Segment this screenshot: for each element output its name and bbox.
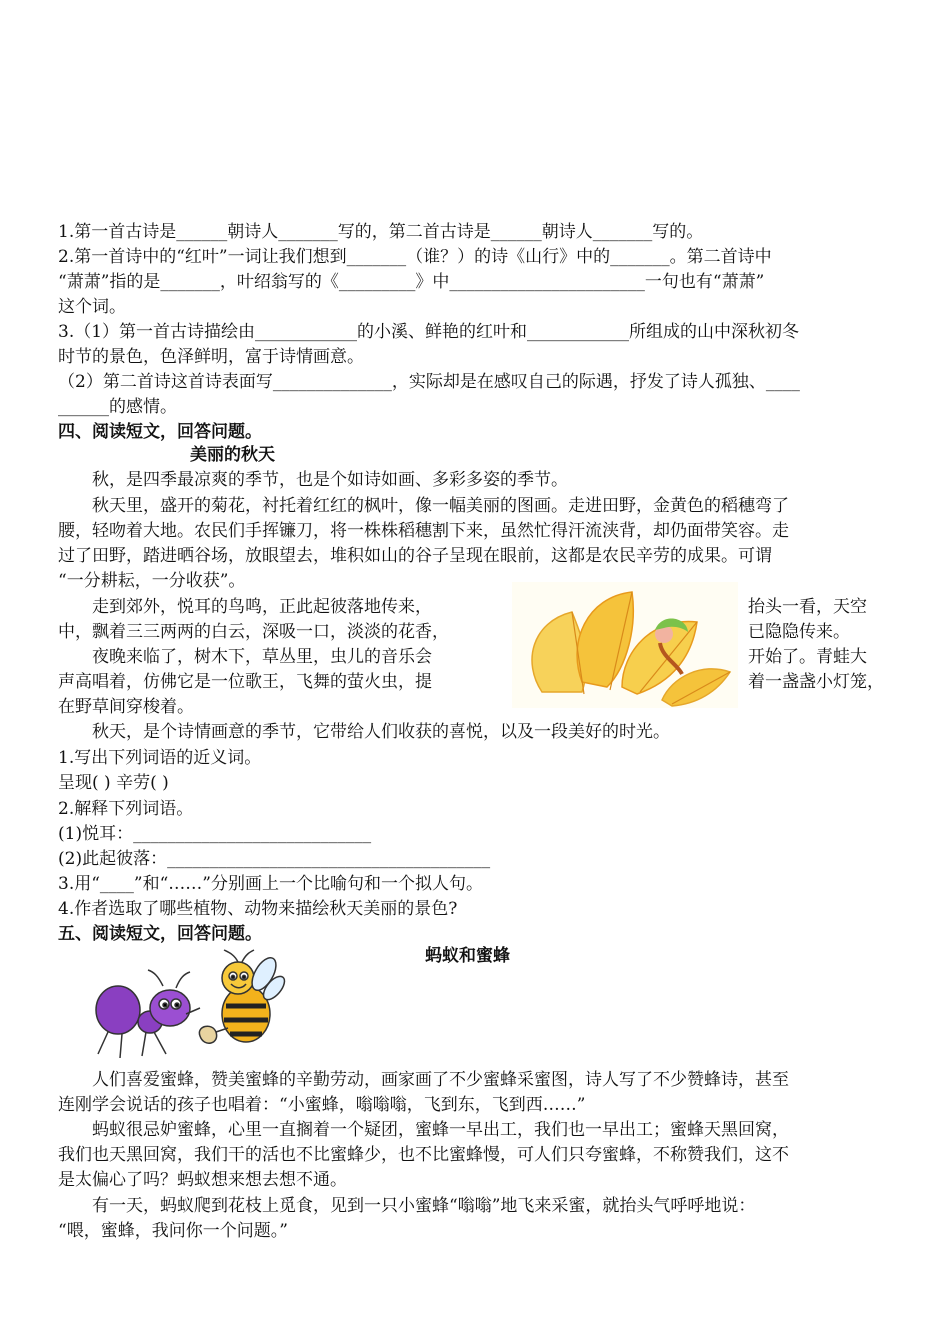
s4-paragraph-3-line-1-right: 抬头一看，天空 [748, 597, 867, 617]
s5-paragraph-2-line-2: 我们也天黑回窝，我们干的活也不比蜜蜂少，也不比蜜蜂慢，可人们只夸蜜蜂，不称赞我们，这不 [58, 1145, 789, 1165]
q3-line-1: 1.第一首古诗是______朝诗人_______写的，第二首古诗是______朝诗人_______写的。 [58, 222, 704, 242]
s4-paragraph-2-line-2: 腰，轻吻着大地。农民们手挥镰刀，将一株株稻穗割下来，虽然忙得汗流浃背，却仍面带笑容。走 [58, 521, 789, 541]
s4-paragraph-3-line-1-left: 走到郊外，悦耳的鸟鸣，正此起彼落地传来， [92, 597, 432, 617]
s4-paragraph-4-line-2-right: 着一盏盏小灯笼， [748, 672, 884, 692]
q3-line-4: 这个词。 [58, 297, 126, 317]
s5-paragraph-3-line-1: 有一天，蚂蚁爬到花枝上觅食，见到一只小蜜蜂“嗡嗡”地飞来采蜜，就抬头气呼呼地说： [92, 1196, 756, 1216]
s4-paragraph-3-line-2-right: 已隐隐传来。 [748, 622, 850, 642]
s5-paragraph-3-line-2: “喂，蜜蜂，我问你一个问题。” [58, 1221, 288, 1241]
s4-paragraph-2-line-1: 秋天里，盛开的菊花，衬托着红红的枫叶，像一幅美丽的图画。走进田野，金黄色的稻穗弯了 [92, 496, 789, 516]
s4-question-1: 1.写出下列词语的近义词。 [58, 748, 262, 768]
s4-question-1-answers: 呈现( ) 辛劳( ) [58, 773, 169, 793]
s4-question-2-part-2: (2)此起彼落：______________________________________ [58, 849, 491, 869]
section-4-heading: 四、阅读短文，回答问题。 [58, 422, 262, 442]
s4-question-2: 2.解释下列词语。 [58, 799, 194, 819]
s4-question-2-part-1: (1)悦耳：____________________________ [58, 824, 372, 844]
q3-line-8: ______的感情。 [58, 397, 177, 417]
s4-paragraph-4-line-2-left: 声高唱着，仿佛它是一位歌王，飞舞的萤火虫，提 [58, 672, 432, 692]
s5-paragraph-2-line-3: 是太偏心了吗？蚂蚁想来想去想不通。 [58, 1170, 347, 1190]
s4-paragraph-3-line-2-left: 中，飘着三三两两的白云，深吸一口，淡淡的花香， [58, 622, 449, 642]
s4-question-3: 3.用“____”和“……”分别画上一个比喻句和一个拟人句。 [58, 874, 483, 894]
section-5-title: 蚂蚁和蜜蜂 [425, 946, 510, 966]
q3-line-5: 3.（1）第一首古诗描绘由____________的小溪、鲜艳的红叶和____________所组成的山中深秋初冬 [58, 322, 800, 342]
s5-paragraph-1-line-2: 连刚学会说话的孩子也唱着：“小蜜蜂，嗡嗡嗡，飞到东，飞到西……” [58, 1095, 586, 1115]
q3-line-3: “萧萧”指的是_______，叶绍翁写的《_________》中_______________________一句也有“萧萧” [58, 272, 765, 292]
s4-paragraph-4-line-3: 在野草间穿梭着。 [58, 697, 194, 717]
s4-paragraph-2-line-4: “一分耕耘，一分收获”。 [58, 571, 246, 591]
s4-paragraph-1: 秋，是四季最凉爽的季节，也是个如诗如画、多彩多姿的季节。 [92, 470, 568, 490]
s4-paragraph-5: 秋天，是个诗情画意的季节，它带给人们收获的喜悦，以及一段美好的时光。 [92, 722, 670, 742]
section-4-title: 美丽的秋天 [190, 445, 275, 465]
s5-paragraph-2-line-1: 蚂蚁很忌妒蜜蜂，心里一直搁着一个疑团，蜜蜂一早出工，我们也一早出工；蜜蜂天黑回窝， [92, 1120, 789, 1140]
q3-line-6: 时节的景色，色泽鲜明，富于诗情画意。 [58, 347, 364, 367]
s4-paragraph-4-line-1-right: 开始了。青蛙大 [748, 647, 867, 667]
s4-paragraph-2-line-3: 过了田野，踏进晒谷场，放眼望去，堆积如山的谷子呈现在眼前，这都是农民辛劳的成果。可谓 [58, 546, 772, 566]
s4-question-4: 4.作者选取了哪些植物、动物来描绘秋天美丽的景色? [58, 899, 458, 919]
q3-line-7: （2）第二首诗这首诗表面写______________，实际却是在感叹自己的际遇，抒发了诗人孤独、____ [58, 372, 800, 392]
q3-line-2: 2.第一首诗中的“红叶”一词让我们想到_______（谁？）的诗《山行》中的_______。第二首诗中 [58, 247, 772, 267]
s5-paragraph-1-line-1: 人们喜爱蜜蜂，赞美蜜蜂的辛勤劳动，画家画了不少蜜蜂采蜜图，诗人写了不少赞蜂诗，甚至 [92, 1070, 789, 1090]
ant-and-bee-illustration [88, 948, 288, 1066]
s4-paragraph-4-line-1-left: 夜晚来临了，树木下，草丛里，虫儿的音乐会 [92, 647, 432, 667]
section-5-heading: 五、阅读短文，回答问题。 [58, 924, 262, 944]
ginkgo-leaf-illustration [512, 582, 738, 708]
